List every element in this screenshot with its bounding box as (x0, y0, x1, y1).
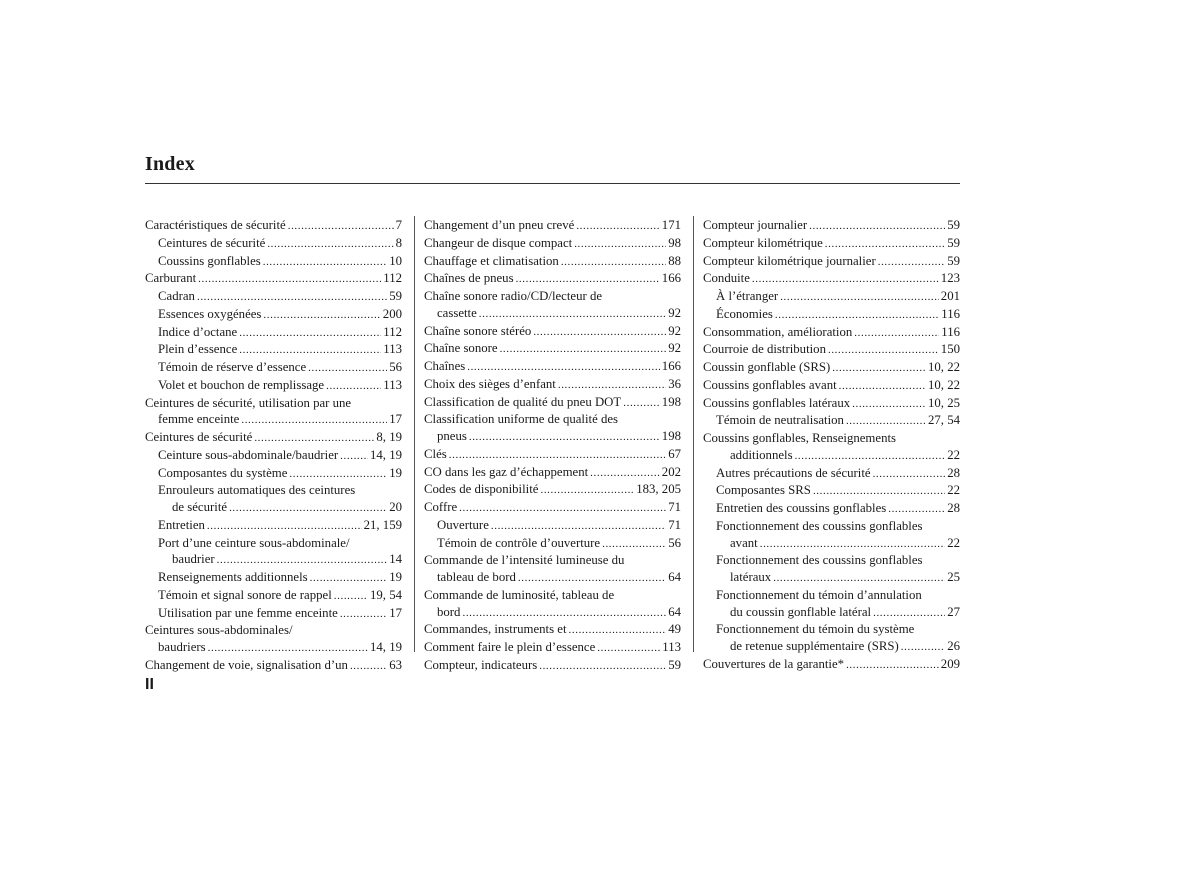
index-entry (703, 447, 960, 465)
dot-leader (809, 218, 945, 235)
index-entry-text: Autres précautions de sécurité (716, 465, 871, 480)
index-entry (424, 481, 681, 499)
index-entry (145, 270, 402, 288)
dot-leader (310, 570, 388, 587)
index-entry (145, 447, 402, 465)
index-entry-page: 22 (947, 447, 960, 462)
index-entry-text: Caractéristiques de sécurité (145, 218, 286, 232)
index-entry-text: Changement de voie, signalisation d’un (145, 657, 348, 672)
index-entry-page: 166 (661, 359, 681, 373)
index-entry-page: 56 (668, 535, 681, 550)
index-entry-text: Fonctionnement du témoin du système (716, 622, 915, 637)
index-entry-page: 20 (389, 500, 402, 514)
index-entry-page: 113 (383, 377, 402, 392)
index-entry-text: latéraux (730, 570, 772, 584)
index-entry (703, 359, 960, 377)
index-entry-page: 92 (668, 323, 681, 338)
index-entry-text: Coussins gonflables (158, 253, 261, 268)
index-entry-page: 64 (668, 570, 681, 584)
index-entry-text: Chaîne sonore (424, 341, 498, 356)
index-entry-text: Ceintures de sécurité (158, 235, 266, 250)
index-entry-page: 88 (668, 253, 681, 268)
index-entry (424, 235, 681, 253)
dot-leader (533, 324, 666, 341)
index-entry-text: du coussin gonflable latéral (730, 604, 872, 619)
index-entry (703, 500, 960, 518)
index-entry-page: 27, 54 (928, 413, 960, 428)
index-entry-text: Fonctionnement du témoin d’annulation (716, 587, 922, 602)
index-entry (424, 270, 681, 288)
index-entry-text: Classification de qualité du pneu DOT (424, 394, 622, 409)
index-entry (703, 656, 960, 674)
dot-leader (479, 306, 666, 323)
index-entry-text: Classification uniforme de qualité des (424, 412, 619, 427)
index-entry (145, 235, 402, 253)
index-entry (424, 569, 681, 587)
index-entry-text: Entretien (158, 517, 205, 532)
index-entry (424, 517, 681, 535)
index-entry (145, 395, 402, 412)
dot-leader (839, 378, 926, 395)
index-entry-page: 10, 22 (928, 360, 960, 374)
index-entry (703, 235, 960, 253)
index-entry-text: Compteur kilométrique journalier (703, 253, 876, 268)
index-entry-text: Composantes SRS (716, 483, 811, 498)
index-entry-page: 21, 159 (363, 517, 402, 532)
dot-leader (888, 501, 945, 518)
dot-leader (263, 307, 380, 324)
index-column-2 (424, 217, 681, 675)
index-entry-page: 112 (383, 271, 402, 286)
index-entry-page: 71 (668, 500, 681, 514)
index-entry-page: 123 (940, 271, 960, 286)
index-entry-text: À l’étranger (716, 289, 779, 303)
index-entry (145, 535, 402, 552)
index-entry (424, 376, 681, 394)
index-entry-page: 63 (389, 657, 402, 672)
index-entry-text: cassette (437, 305, 477, 320)
dot-leader (846, 657, 939, 674)
index-entry-page: 8, 19 (376, 430, 402, 444)
dot-leader (539, 658, 666, 675)
index-entry (424, 499, 681, 517)
dot-leader (780, 289, 939, 306)
index-entry (703, 306, 960, 324)
index-entry-text: Chaînes de pneus (424, 271, 514, 286)
index-entry-text: de sécurité (172, 500, 228, 514)
index-entry-page: 59 (389, 289, 402, 303)
index-entry-text: Renseignements additionnels (158, 570, 308, 584)
index-entry (703, 638, 960, 656)
index-entry (424, 305, 681, 323)
index-entry-text: Choix des sièges d’enfant (424, 376, 556, 391)
dot-leader (795, 448, 946, 465)
index-entry-page: 166 (661, 271, 681, 286)
index-entry-text: Enrouleurs automatiques des ceintures (158, 483, 356, 498)
index-entry (145, 499, 402, 517)
dot-leader (217, 552, 388, 569)
dot-leader (288, 218, 394, 235)
index-entry-text: Carburant (145, 271, 197, 286)
index-entry-text: Ceintures de sécurité, utilisation par une (145, 395, 352, 410)
title-rule (145, 183, 960, 184)
index-entry (424, 288, 681, 305)
index-entry-text: Ceinture sous-abdominale/baudrier (158, 447, 339, 462)
index-entry (145, 288, 402, 306)
index-entry (145, 587, 402, 605)
dot-leader (241, 412, 387, 429)
index-entry (145, 657, 402, 675)
index-entry-page: 59 (668, 657, 681, 672)
index-entry-text: Changeur de disque compact (424, 235, 573, 250)
index-entry (424, 394, 681, 412)
index-entry-text: Chauffage et climatisation (424, 253, 559, 268)
index-entry (424, 621, 681, 639)
index-entry-text: Ouverture (437, 517, 489, 532)
index-entry-text: Coussin gonflable (SRS) (703, 360, 831, 374)
index-entry (424, 587, 681, 604)
index-entry-text: Économies (716, 306, 773, 321)
index-entry-text: Conduite (703, 271, 750, 286)
index-entry (145, 341, 402, 359)
dot-leader (198, 271, 381, 288)
index-entry-page: 198 (661, 394, 681, 409)
index-entry (703, 621, 960, 638)
index-entry-text: Chaînes (424, 359, 466, 373)
index-entry-text: Coussins gonflables latéraux (703, 395, 851, 410)
dot-leader (760, 536, 945, 553)
index-entry-page: 112 (383, 324, 402, 339)
dot-leader (340, 606, 387, 623)
dot-leader (569, 622, 667, 639)
dot-leader (462, 605, 666, 622)
dot-leader (813, 483, 945, 500)
index-entry-text: Cadran (158, 289, 195, 303)
index-entry-text: Utilisation par une femme enceinte (158, 605, 338, 620)
dot-leader (207, 518, 362, 535)
index-entry-page: 17 (389, 412, 402, 427)
dot-leader (825, 236, 945, 253)
index-entry-page: 14, 19 (370, 640, 402, 654)
dot-leader (558, 377, 666, 394)
index-entry-text: Coussins gonflables avant (703, 377, 837, 392)
index-entry (424, 657, 681, 675)
index-entry-page: 116 (941, 306, 960, 321)
index-entry-text: Témoin de réserve d’essence (158, 360, 307, 374)
dot-leader (449, 447, 666, 464)
index-entry (424, 552, 681, 569)
dot-leader (326, 378, 381, 395)
index-entry-text: Changement d’un pneu crevé (424, 218, 575, 232)
index-entry (703, 217, 960, 235)
index-entry-text: Courroie de distribution (703, 342, 826, 357)
index-entry-page: 56 (389, 360, 402, 374)
index-entry-text: bord (437, 604, 461, 619)
index-entry-page: 198 (661, 429, 681, 443)
index-entry-page: 8 (395, 235, 402, 250)
index-entry (424, 323, 681, 341)
index-entry-text: baudrier (172, 552, 215, 567)
index-entry (703, 270, 960, 288)
dot-leader (459, 500, 666, 517)
index-entry-text: avant (730, 535, 758, 550)
index-entry (703, 324, 960, 342)
index-column-1 (145, 217, 402, 675)
index-entry (145, 253, 402, 271)
column-separator-2 (693, 216, 694, 652)
index-entry-page: 116 (941, 324, 960, 339)
dot-leader (208, 640, 368, 657)
index-entry-page: 183, 205 (636, 482, 681, 497)
index-entry (424, 253, 681, 271)
page-folio: II (145, 676, 154, 693)
index-entry-text: Clés (424, 446, 447, 461)
index-entry-text: Chaîne sonore radio/CD/lecteur de (424, 289, 603, 303)
index-entry-page: 25 (947, 570, 960, 584)
index-entry (703, 341, 960, 359)
dot-leader (491, 518, 666, 535)
index-entry-text: Plein d’essence (158, 342, 238, 357)
index-entry-page: 209 (940, 656, 960, 671)
index-entry (424, 217, 681, 235)
index-entry-page: 150 (940, 342, 960, 357)
index-entry-text: additionnels (730, 447, 793, 462)
index-entry-page: 22 (947, 535, 960, 550)
index-entry (703, 253, 960, 271)
index-entry-page: 59 (947, 218, 960, 232)
index-entry-page: 59 (947, 235, 960, 250)
index-entry (703, 587, 960, 604)
index-column-3 (703, 217, 960, 674)
index-entry-text: Coffre (424, 500, 458, 514)
dot-leader (561, 254, 666, 271)
index-entry (145, 639, 402, 657)
dot-leader (229, 500, 387, 517)
index-entry-page: 113 (383, 342, 402, 357)
dot-leader (878, 254, 945, 271)
index-entry-text: Composantes du système (158, 465, 288, 480)
index-entry (145, 605, 402, 623)
index-entry-text: Compteur journalier (703, 218, 808, 232)
index-entry (145, 569, 402, 587)
index-entry (145, 411, 402, 429)
index-entry-text: Ceintures sous-abdominales/ (145, 623, 293, 638)
index-entry (145, 359, 402, 377)
dot-leader (350, 658, 387, 675)
index-entry (424, 358, 681, 376)
dot-leader (576, 218, 659, 235)
index-entry-page: 200 (382, 306, 402, 321)
dot-leader (852, 396, 926, 413)
index-entry-text: Entretien des coussins gonflables (716, 501, 887, 515)
index-entry-page: 71 (668, 517, 681, 532)
index-entry-page: 26 (947, 639, 960, 653)
index-entry (703, 518, 960, 535)
index-entry-text: Essences oxygénées (158, 306, 262, 321)
index-entry (424, 535, 681, 553)
index-entry-text: pneus (437, 429, 467, 443)
index-entry (703, 604, 960, 622)
index-entry-page: 7 (395, 218, 402, 232)
index-entry-text: Chaîne sonore stéréo (424, 323, 532, 338)
index-entry (703, 569, 960, 587)
index-entry-text: Commande de l’intensité lumineuse du (424, 553, 625, 568)
dot-leader (775, 307, 939, 324)
index-entry-text: baudriers (158, 640, 206, 654)
index-entry-page: 113 (662, 640, 681, 654)
index-entry-text: CO dans les gaz d’échappement (424, 464, 589, 479)
index-entry-page: 92 (668, 341, 681, 356)
index-entry (703, 430, 960, 447)
index-entry (145, 622, 402, 639)
dot-leader (469, 429, 660, 446)
dot-leader (500, 341, 667, 358)
index-entry-page: 10 (389, 253, 402, 268)
index-entry (424, 340, 681, 358)
index-entry (424, 411, 681, 428)
index-entry-page: 201 (940, 289, 960, 303)
index-entry-page: 19 (389, 570, 402, 584)
dot-leader (574, 236, 666, 253)
dot-leader (752, 271, 939, 288)
index-entry (424, 464, 681, 482)
index-entry-text: Témoin de neutralisation (716, 413, 844, 428)
index-entry-page: 64 (668, 604, 681, 619)
dot-leader (602, 536, 666, 553)
dot-leader (340, 448, 368, 465)
index-entry-page: 67 (668, 446, 681, 461)
dot-leader (267, 236, 393, 253)
index-entry-text: Commande de luminosité, tableau de (424, 587, 615, 602)
index-entry (424, 446, 681, 464)
index-entry-text: tableau de bord (437, 570, 516, 584)
index-entry-text: Coussins gonflables, Renseignements (703, 431, 897, 445)
index-entry-page: 59 (947, 253, 960, 268)
dot-leader (873, 466, 946, 483)
dot-leader (597, 640, 660, 657)
index-entry-page: 10, 22 (928, 377, 960, 392)
index-entry-page: 98 (668, 235, 681, 250)
index-entry-text: Témoin de contrôle d’ouverture (437, 535, 601, 550)
dot-leader (854, 325, 939, 342)
index-entry (703, 465, 960, 483)
index-entry-page: 17 (389, 605, 402, 620)
index-entry-text: Comment faire le plein d’essence (424, 640, 596, 654)
index-entry-text: Commandes, instruments et (424, 622, 567, 637)
index-entry (145, 324, 402, 342)
dot-leader (254, 430, 374, 447)
index-entry-text: Fonctionnement des coussins gonflables (716, 553, 923, 568)
dot-leader (334, 588, 368, 605)
dot-leader (540, 482, 634, 499)
index-entry (703, 552, 960, 569)
dot-leader (828, 342, 939, 359)
index-entry (145, 517, 402, 535)
dot-leader (623, 395, 660, 412)
index-entry-page: 10, 25 (928, 395, 960, 410)
index-entry-text: de retenue supplémentaire (SRS) (730, 639, 899, 653)
index-entry (145, 551, 402, 569)
index-entry-text: Couvertures de la garantie* (703, 656, 845, 671)
index-entry (703, 288, 960, 306)
index-entry (145, 465, 402, 483)
index-entry (145, 377, 402, 395)
index-entry-text: Volet et bouchon de remplissage (158, 377, 325, 392)
index-entry (703, 412, 960, 430)
dot-leader (197, 289, 387, 306)
index-entry (145, 217, 402, 235)
index-entry-page: 28 (947, 465, 960, 480)
dot-leader (590, 465, 660, 482)
index-entry-page: 36 (668, 376, 681, 391)
index-entry-page: 14, 19 (370, 447, 402, 462)
index-entry (424, 604, 681, 622)
index-entry (703, 377, 960, 395)
index-entry (145, 482, 402, 499)
index-entry-text: Consommation, amélioration (703, 324, 853, 339)
index-entry-text: Indice d’octane (158, 324, 238, 339)
dot-leader (516, 271, 660, 288)
dot-leader (239, 342, 381, 359)
index-entry (703, 535, 960, 553)
index-entry (703, 482, 960, 500)
index-entry-page: 202 (661, 464, 681, 479)
dot-leader (467, 359, 660, 376)
dot-leader (263, 254, 387, 271)
column-separator-1 (414, 216, 415, 652)
dot-leader (832, 360, 926, 377)
index-entry-page: 28 (947, 501, 960, 515)
dot-leader (289, 466, 387, 483)
dot-leader (901, 639, 945, 656)
index-entry-page: 14 (389, 552, 402, 567)
index-entry-text: Port d’une ceinture sous-abdominale/ (158, 535, 350, 550)
index-entry (145, 429, 402, 447)
index-entry-text: Compteur, indicateurs (424, 657, 538, 672)
index-entry (424, 428, 681, 446)
index-entry-page: 19, 54 (370, 587, 402, 602)
dot-leader (239, 325, 381, 342)
index-entry-page: 27 (947, 604, 960, 619)
index-entry-text: Codes de disponibilité (424, 482, 539, 497)
index-entry (424, 639, 681, 657)
dot-leader (846, 413, 926, 430)
index-entry-text: Fonctionnement des coussins gonflables (716, 518, 923, 533)
dot-leader (308, 360, 387, 377)
index-entry-page: 49 (668, 622, 681, 637)
index-entry-text: femme enceinte (158, 412, 240, 427)
index-entry-page: 22 (947, 483, 960, 498)
index-entry-text: Témoin et signal sonore de rappel (158, 587, 332, 602)
index-entry-text: Compteur kilométrique (703, 235, 823, 250)
index-entry-page: 92 (668, 305, 681, 320)
dot-leader (518, 570, 666, 587)
index-entry-page: 19 (389, 465, 402, 480)
index-entry-page: 171 (661, 218, 681, 232)
dot-leader (773, 570, 945, 587)
index-entry-text: Ceintures de sécurité (145, 430, 253, 444)
index-entry (703, 395, 960, 413)
page-title: Index (145, 153, 195, 175)
index-entry (145, 306, 402, 324)
dot-leader (873, 605, 945, 622)
